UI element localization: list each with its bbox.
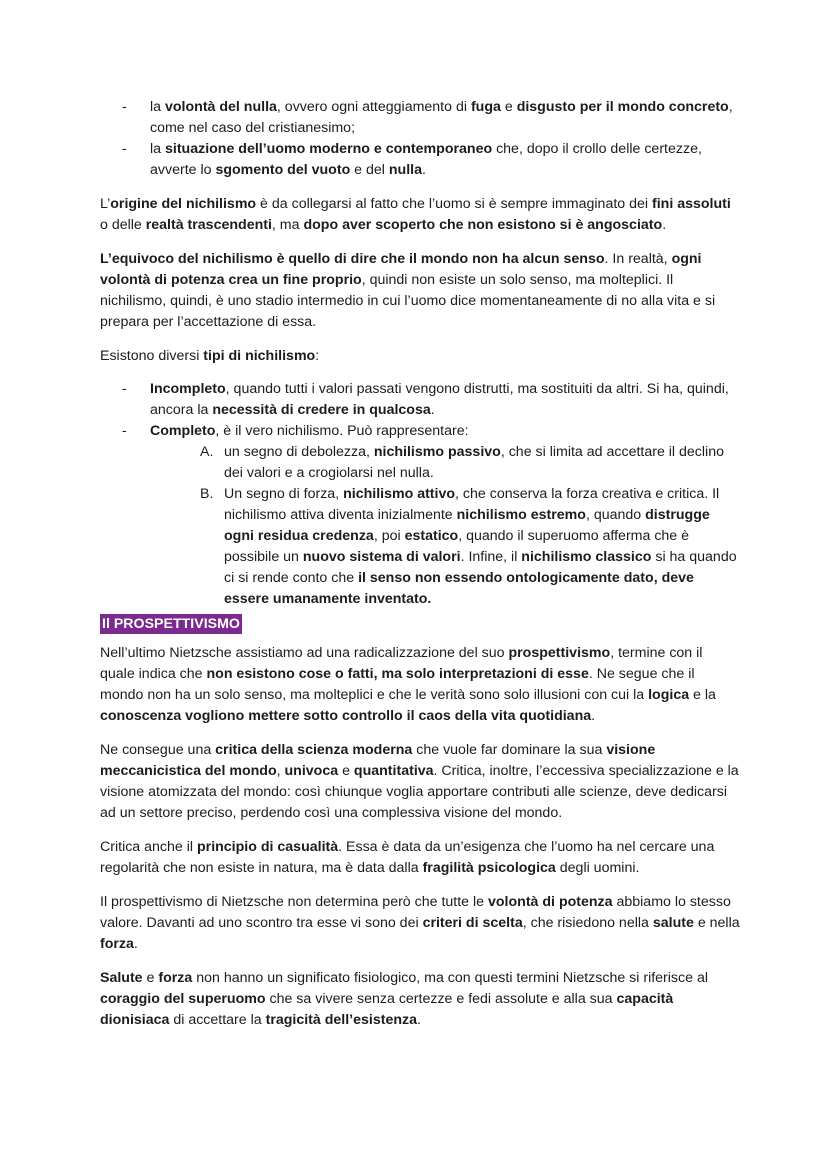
sublist-item-b	[100, 484, 740, 610]
bold-text: nichilismo attivo	[343, 486, 456, 502]
list-item	[100, 379, 740, 421]
text: , quando	[585, 507, 646, 523]
bold-text: forza	[158, 970, 193, 986]
text: . Critica, inoltre, l’eccessiva specializzazione e la visione atomizzata del mondo: così chiunque voglia apportare contributi alle scienze, deve dedicarsi ad un settore preciso, perdendo così una complessiva visione del mondo.	[100, 763, 739, 821]
text: .	[133, 936, 138, 952]
text: è da collegarsi al fatto che l’uomo si è sempre immaginato dei	[256, 196, 652, 212]
text: :	[315, 348, 320, 364]
bold-text: necessità di credere in qualcosa	[212, 402, 431, 418]
list-item	[100, 421, 740, 610]
text: . Infine, il	[460, 549, 522, 565]
bold-text: volontà del nulla	[164, 99, 277, 115]
text: non hanno un significato fisiologico, ma con questi termini Nietzsche si riferisce al	[192, 970, 708, 986]
bold-text: criteri di scelta	[422, 915, 523, 931]
text: Esistono diversi	[100, 348, 204, 364]
bold-text: dopo aver scoperto che non esistono si è angosciato	[303, 217, 663, 233]
bold-text: nichilismo passivo	[373, 444, 501, 460]
text: la	[150, 141, 165, 157]
text: e nella	[693, 915, 740, 931]
bold-text: principio di casualità	[197, 839, 339, 855]
bold-text: il senso non essendo ontologicamente dato, deve essere umanamente inventato.	[224, 570, 694, 607]
text: e	[338, 763, 354, 779]
bold-text: capacità dionisiaca	[100, 991, 674, 1028]
text: , termine con il quale indica che	[100, 645, 703, 682]
sublist-item-a	[100, 442, 740, 484]
bold-text: nulla	[388, 162, 422, 178]
dash-marker: -	[122, 423, 127, 439]
paragraph-salute-forza	[100, 968, 740, 1031]
text: .	[422, 162, 426, 178]
alpha-marker: B.	[200, 486, 214, 502]
text: e del	[350, 162, 389, 178]
bold-text: fuga	[470, 99, 501, 115]
paragraph-equivoco	[100, 249, 740, 333]
bold-text: coraggio del superuomo	[100, 991, 266, 1007]
text: .	[662, 217, 667, 233]
paragraph-types-intro	[100, 346, 740, 367]
text: che vuole far dominare la sua	[412, 742, 607, 758]
text: . In realtà,	[604, 251, 672, 267]
text: , poi	[373, 528, 405, 544]
text: L’	[100, 196, 111, 212]
bold-text: fini assoluti	[651, 196, 731, 212]
text: ,	[276, 763, 285, 779]
section-heading: Il PROSPETTIVISMO	[102, 616, 240, 632]
bold-text: salute	[652, 915, 694, 931]
text: , è il vero nichilismo. Può rappresentare:	[215, 423, 469, 439]
text: , ovvero ogni atteggiamento di	[276, 99, 471, 115]
bold-text: L’equivoco del nichilismo è quello di dire che il mondo non ha alcun senso	[100, 251, 605, 267]
dash-marker: -	[122, 99, 127, 115]
text: . Ne segue che il mondo non ha un solo senso, ma molteplici e che le verità sono solo illusioni con cui la	[100, 666, 695, 703]
text: .	[591, 708, 596, 724]
text: , quindi non esiste un solo senso, ma molteplici. Il nichilismo, quindi, è uno stadio intermedio in cui l’uomo dice momentaneamente di no alla vita e si prepara per l’accettazione di essa.	[100, 272, 716, 330]
section-heading-wrap	[100, 614, 740, 643]
bold-text: sgomento del vuoto	[215, 162, 351, 178]
text: Il prospettivismo di Nietzsche non determina però che tutte le	[100, 894, 488, 910]
list-item	[100, 97, 740, 139]
document-page	[100, 97, 740, 1044]
dash-marker: -	[122, 381, 127, 397]
text: . Essa è data da un’esigenza che l’uomo ha nel cercare una regolarità che non esiste in natura, ma è data dalla	[100, 839, 715, 876]
bold-text: fragilità psicologica	[422, 860, 556, 876]
bold-text: critica della scienza moderna	[215, 742, 413, 758]
text: che, dopo il crollo delle certezze, avverte lo	[150, 141, 702, 178]
text: la	[150, 99, 165, 115]
bold-text: tipi di nichilismo	[203, 348, 316, 364]
text: e la	[689, 687, 716, 703]
text: degli uomini.	[555, 860, 640, 876]
nihilism-forms-list	[100, 97, 740, 181]
list-item	[100, 139, 740, 181]
text: Critica anche il	[100, 839, 197, 855]
nihilism-types-list	[100, 379, 740, 610]
bold-text: nichilismo classico	[521, 549, 652, 565]
text: Un segno di forza,	[224, 486, 344, 502]
bold-text: univoca	[284, 763, 339, 779]
paragraph-volonta	[100, 892, 740, 955]
bold-text: conoscenza vogliono mettere sotto controllo il caos della vita quotidiana	[100, 708, 592, 724]
bold-text: nichilismo estremo	[456, 507, 586, 523]
text: che sa vivere senza certezze e fedi assolute e alla sua	[265, 991, 617, 1007]
bold-text: tragicità dell’esistenza	[265, 1012, 418, 1028]
bold-text: visione meccanicistica del mondo	[100, 742, 656, 779]
text: .	[417, 1012, 421, 1028]
complete-nihilism-sublist	[100, 442, 740, 610]
bold-text: logica	[648, 687, 690, 703]
text: , come nel caso del cristianesimo;	[150, 99, 733, 136]
text: , ma	[271, 217, 304, 233]
bold-text: distrugge ogni residua credenza	[224, 507, 710, 544]
alpha-marker: A.	[200, 444, 214, 460]
paragraph-casualita	[100, 837, 740, 879]
text: , quando il superuomo afferma che è possibile un	[224, 528, 690, 565]
text: si ha quando ci si rende conto che	[224, 549, 737, 586]
text: di accettare la	[169, 1012, 266, 1028]
bold-text: forza	[100, 936, 134, 952]
dash-marker: -	[122, 141, 127, 157]
text: , che conserva la forza creativa e critica. Il nichilismo attiva diventa inizialmente	[224, 486, 720, 523]
text: o delle	[100, 217, 146, 233]
bold-text: Completo	[150, 423, 216, 439]
text: .	[430, 402, 435, 418]
paragraph-origin	[100, 194, 740, 236]
bold-text: Incompleto	[150, 381, 226, 397]
text: Nell’ultimo Nietzsche assistiamo ad una radicalizzazione del suo	[100, 645, 509, 661]
text: e	[500, 99, 517, 115]
paragraph-prospettivismo	[100, 643, 740, 727]
text: , che risiedono nella	[522, 915, 653, 931]
text: abbiamo lo stesso valore. Davanti ad uno scontro tra esse vi sono dei	[100, 894, 731, 931]
bold-text: disgusto per il mondo concreto	[516, 99, 729, 115]
bold-text: realtà trascendenti	[145, 217, 272, 233]
bold-text: nuovo sistema di valori	[302, 549, 461, 565]
bold-text: quantitativa	[353, 763, 434, 779]
bold-text: situazione dell’uomo moderno e contemporaneo	[164, 141, 493, 157]
bold-text: volontà di potenza	[488, 894, 613, 910]
bold-text: ogni volontà di potenza crea un fine proprio	[100, 251, 702, 288]
bold-text: Salute	[100, 970, 143, 986]
bold-text: origine del nichilismo	[110, 196, 257, 212]
paragraph-critica-scienza	[100, 740, 740, 824]
bold-text: non esistono cose o fatti, ma solo interpretazioni di esse	[206, 666, 589, 682]
text: , che si limita ad accettare il declino dei valori e a crogiolarsi nel nulla.	[224, 444, 724, 481]
bold-text: estatico	[404, 528, 459, 544]
text: e	[142, 970, 159, 986]
text: un segno di debolezza,	[224, 444, 374, 460]
text: , quando tutti i valori passati vengono distrutti, ma sostituiti da altri. Si ha, quindi, ancora la	[150, 381, 729, 418]
text: Ne consegue una	[100, 742, 216, 758]
bold-text: prospettivismo	[508, 645, 611, 661]
